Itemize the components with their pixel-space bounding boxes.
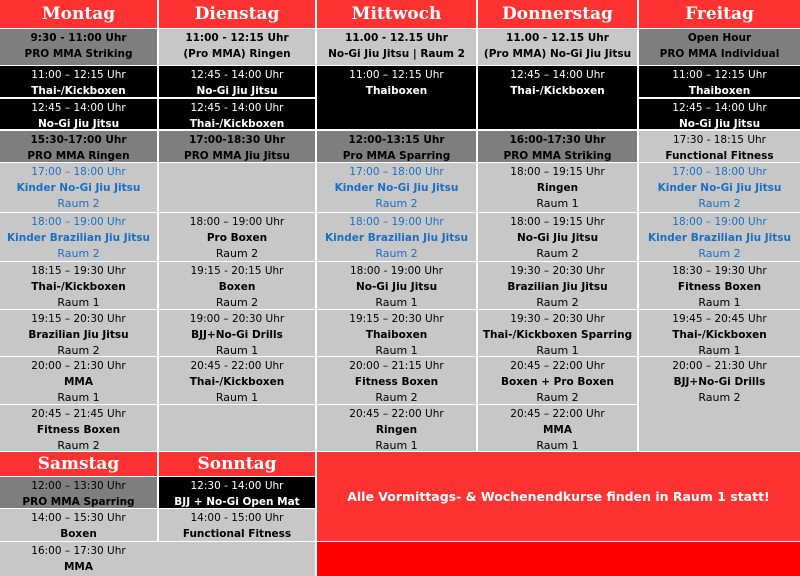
class-name: PRO MMA Individual (659, 48, 780, 60)
class-slot (478, 262, 637, 309)
class-time: 11:00 – 12:15 Uhr (31, 69, 126, 81)
header-monday: Montag (0, 0, 157, 28)
class-room: Raum 2 (536, 296, 579, 309)
header-friday: Freitag (639, 0, 800, 28)
class-time: 19:30 – 20:30 Uhr (510, 313, 605, 325)
class-time: 16:00 – 17:30 Uhr (31, 545, 126, 557)
class-slot (0, 509, 157, 541)
header-wednesday: Mittwoch (317, 0, 476, 28)
class-time: 12:00-13:15 Uhr (348, 134, 445, 146)
class-room: Raum 1 (215, 391, 259, 404)
class-room: Raum 2 (375, 197, 418, 210)
class-name: No-Gi Jiu Jitsu (355, 281, 438, 293)
class-time: 12:45 – 14:00 Uhr (510, 69, 605, 81)
class-time: 14:00 - 15:00 Uhr (190, 512, 284, 524)
class-name: Kinder No-Gi Jiu Jitsu (657, 182, 782, 194)
class-name: Pro Boxen (206, 232, 268, 244)
class-slot (0, 29, 157, 65)
notice-banner-lower (317, 542, 800, 576)
class-slot (159, 99, 315, 129)
class-slot (317, 213, 476, 261)
class-time: 18:00 – 19:00 Uhr (31, 216, 126, 228)
class-slot (639, 29, 800, 65)
class-slot (317, 163, 476, 212)
class-slot (478, 131, 637, 162)
class-room: Raum 2 (215, 247, 259, 260)
class-time: 18:00 – 19:15 Uhr (510, 166, 605, 178)
class-slot (0, 310, 157, 356)
header-sunday: Sonntag (159, 452, 315, 476)
class-slot (159, 262, 315, 309)
class-room: Raum 1 (536, 439, 579, 451)
class-time: 19:15 – 20:30 Uhr (31, 313, 126, 325)
class-time: 12:30 - 14:00 Uhr (190, 480, 284, 492)
class-room: Raum 2 (536, 391, 579, 404)
class-time: 12:45 - 14:00 Uhr (190, 69, 284, 81)
class-slot (639, 262, 800, 309)
class-name: No-Gi Jiu Jitsu (37, 118, 120, 129)
class-time: 20:00 – 21:15 Uhr (349, 360, 444, 372)
class-time: 17:00 – 18:00 Uhr (31, 166, 126, 178)
class-time: 18:00 – 19:00 Uhr (349, 216, 444, 228)
class-room: Raum 1 (698, 344, 741, 356)
class-time: 18:00 - 19:00 Uhr (350, 265, 443, 277)
class-time: 12:45 – 14:00 Uhr (672, 102, 767, 114)
class-slot (317, 66, 476, 129)
class-slot (639, 357, 800, 451)
class-time: 18:00 – 19:15 Uhr (510, 216, 605, 228)
class-room: Raum 1 (536, 197, 579, 210)
class-room: Raum 1 (375, 296, 418, 309)
class-slot (159, 357, 315, 404)
class-time: 17:00-18:30 Uhr (188, 134, 286, 146)
class-time: 12:00 – 13:30 Uhr (31, 480, 126, 492)
class-name: Brazilian Jiu Jitsu (28, 329, 129, 341)
class-name: (Pro MMA) No-Gi Jiu Jitsu (483, 48, 632, 60)
class-slot (478, 29, 637, 65)
class-name: Fitness Boxen (354, 376, 439, 388)
class-name: Thai-/Kickboxen (31, 85, 126, 97)
class-slot (478, 66, 637, 129)
header-thursday: Donnerstag (478, 0, 637, 28)
class-name: Functional Fitness (665, 150, 774, 162)
class-name: No-Gi Jiu Jitsu | Raum 2 (328, 48, 465, 60)
class-slot (478, 310, 637, 356)
empty-slot (159, 163, 315, 212)
class-name: Functional Fitness (182, 528, 292, 540)
class-name: Kinder No-Gi Jiu Jitsu (334, 182, 459, 194)
class-time: 19:45 – 20:45 Uhr (672, 313, 767, 325)
class-slot (159, 310, 315, 356)
class-room: Raum 1 (57, 391, 100, 404)
class-name: Thai-/Kickboxen Sparring (482, 329, 633, 341)
class-name: Thaiboxen (365, 85, 428, 97)
class-name: No-Gi Jiu Jitsu (196, 85, 278, 97)
class-slot (159, 29, 315, 65)
class-slot (0, 405, 157, 451)
class-room: Raum 1 (536, 344, 579, 356)
class-slot (478, 163, 637, 212)
class-time: 20:45 - 22:00 Uhr (190, 360, 284, 372)
class-name: Kinder Brazilian Jiu Jitsu (325, 232, 468, 244)
class-name: MMA (63, 561, 94, 573)
class-time: 12:45 – 14:00 Uhr (31, 102, 126, 114)
class-slot (0, 477, 157, 508)
class-slot (159, 477, 315, 508)
class-time: 19:00 – 20:30 Uhr (189, 313, 285, 325)
class-slot (159, 131, 315, 162)
class-name: No-Gi Jiu Jitsu (516, 232, 599, 244)
class-time: 20:45 – 22:00 Uhr (510, 360, 605, 372)
class-slot (159, 509, 315, 541)
class-name: Thai-/Kickboxen (672, 329, 767, 341)
class-name: Ringen (536, 182, 579, 194)
class-time: 15:30-17:00 Uhr (30, 134, 127, 146)
class-name: PRO MMA Sparring (22, 496, 135, 508)
class-name: Pro MMA Sparring (342, 150, 451, 162)
class-name: Boxen (60, 528, 97, 540)
class-slot (317, 29, 476, 65)
class-room: Raum 1 (698, 296, 741, 309)
class-room: Raum 2 (57, 247, 100, 260)
class-time: 20:45 – 22:00 Uhr (510, 408, 605, 420)
class-slot (639, 99, 800, 129)
class-name: Fitness Boxen (677, 281, 762, 293)
class-room: Raum 2 (57, 344, 100, 356)
class-time: 16:00-17:30 Uhr (509, 134, 606, 146)
class-time: 18:15 – 19:30 Uhr (31, 265, 126, 277)
class-slot (639, 163, 800, 212)
class-name: MMA (63, 376, 94, 388)
class-room: Raum 2 (698, 391, 741, 404)
class-time: 17:00 – 18:00 Uhr (349, 166, 444, 178)
class-room: Raum 1 (57, 296, 100, 309)
class-name: Kinder No-Gi Jiu Jitsu (16, 182, 141, 194)
class-slot (159, 213, 315, 261)
class-time: 20:00 – 21:30 Uhr (31, 360, 126, 372)
class-time: 20:45 – 21:45 Uhr (31, 408, 126, 420)
class-name: Fitness Boxen (36, 424, 121, 436)
class-name: PRO MMA Jiu Jitsu (184, 150, 290, 162)
class-room: Raum 1 (215, 344, 259, 356)
class-name: Thai-/Kickboxen (31, 281, 126, 293)
class-slot (0, 99, 157, 129)
class-name: BJJ+No-Gi Drills (673, 376, 766, 388)
class-time: 17:00 – 18:00 Uhr (672, 166, 767, 178)
class-name: Thai-/Kickboxen (189, 118, 285, 129)
class-slot (159, 66, 315, 97)
class-slot (317, 310, 476, 356)
class-name: (Pro MMA) Ringen (183, 48, 291, 60)
class-name: Thaiboxen (365, 329, 428, 341)
class-room: Raum 1 (375, 439, 418, 451)
class-slot (639, 213, 800, 261)
class-name: Boxen (218, 281, 256, 293)
class-time: 18:30 – 19:30 Uhr (672, 265, 767, 277)
class-slot (0, 131, 157, 162)
class-name: Thaiboxen (688, 85, 751, 97)
class-slot (0, 66, 157, 97)
class-time: 11.00 - 12.15 Uhr (345, 32, 448, 44)
class-time: 11:00 – 12:15 Uhr (672, 69, 767, 81)
class-time: 17:30 - 18:15 Uhr (673, 134, 766, 146)
header-tuesday: Dienstag (159, 0, 315, 28)
class-slot (317, 405, 476, 451)
class-time: 20:00 – 21:30 Uhr (672, 360, 767, 372)
class-slot (317, 131, 476, 162)
class-time: 11.00 - 12.15 Uhr (506, 32, 609, 44)
class-slot (639, 66, 800, 97)
class-time: Open Hour (687, 32, 752, 44)
class-slot (317, 357, 476, 404)
class-time: 19:30 – 20:30 Uhr (510, 265, 605, 277)
class-time: 11:00 – 12:15 Uhr (349, 69, 444, 81)
class-name: PRO MMA Ringen (27, 150, 130, 162)
class-room: Raum 2 (57, 197, 100, 210)
class-slot (0, 357, 157, 404)
class-time: 18:00 – 19:00 Uhr (189, 216, 285, 228)
class-slot (0, 262, 157, 309)
notice-text: Alle Vormittags- & Wochenendkurse finden in Raum 1 statt! (347, 489, 770, 504)
class-slot (478, 213, 637, 261)
class-name: Brazilian Jiu Jitsu (507, 281, 608, 293)
header-saturday: Samstag (0, 452, 157, 476)
class-room: Raum 1 (375, 344, 418, 356)
class-name: PRO MMA Striking (503, 150, 612, 162)
class-time: 19:15 – 20:30 Uhr (349, 313, 444, 325)
class-room: Raum 2 (57, 439, 100, 451)
class-time: 14:00 – 15:30 Uhr (31, 512, 126, 524)
class-slot (478, 357, 637, 404)
class-name: Thai-/Kickboxen (510, 85, 605, 97)
class-slot (0, 542, 315, 576)
notice-banner (317, 452, 800, 541)
class-name: No-Gi Jiu Jitsu (678, 118, 761, 129)
class-room: Raum 2 (375, 247, 418, 260)
class-time: 11:00 - 12:15 Uhr (185, 32, 289, 44)
class-name: Kinder Brazilian Jiu Jitsu (7, 232, 150, 244)
class-slot (639, 131, 800, 162)
class-name: BJJ + No-Gi Open Mat (174, 496, 300, 508)
class-slot (317, 262, 476, 309)
class-slot (0, 213, 157, 261)
class-room: Raum 2 (215, 296, 259, 309)
class-room: Raum 2 (536, 247, 579, 260)
class-room: Raum 2 (375, 391, 418, 404)
class-time: 12:45 - 14:00 Uhr (190, 102, 284, 114)
class-time: 19:15 - 20:15 Uhr (190, 265, 284, 277)
class-name: Ringen (375, 424, 418, 436)
class-name: Boxen + Pro Boxen (500, 376, 615, 388)
empty-slot (159, 405, 315, 451)
class-time: 18:00 – 19:00 Uhr (672, 216, 767, 228)
class-name: PRO MMA Striking (24, 48, 133, 60)
class-slot (0, 163, 157, 212)
class-time: 9:30 - 11:00 Uhr (30, 32, 127, 44)
class-room: Raum 2 (698, 197, 741, 210)
class-room: Raum 2 (698, 247, 741, 260)
class-name: MMA (542, 424, 573, 436)
class-time: 20:45 – 22:00 Uhr (349, 408, 444, 420)
class-name: Kinder Brazilian Jiu Jitsu (648, 232, 791, 244)
class-name: BJJ+No-Gi Drills (191, 329, 283, 341)
class-slot (639, 310, 800, 356)
class-name: Thai-/Kickboxen (189, 376, 285, 388)
class-slot (478, 405, 637, 451)
